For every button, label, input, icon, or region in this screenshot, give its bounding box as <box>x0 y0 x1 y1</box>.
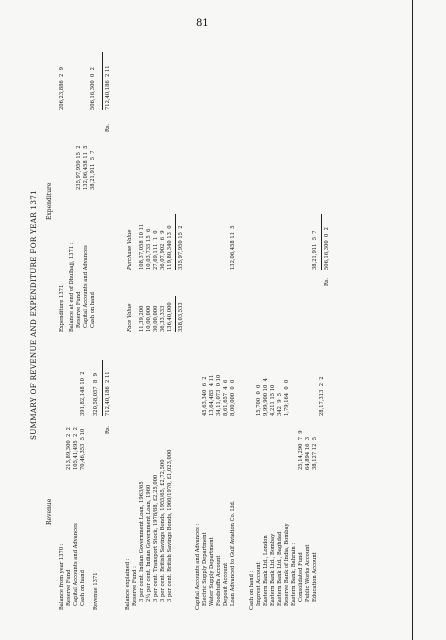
capital-item: Water Supply Department <box>209 537 215 606</box>
capital-value: 8,61,657 4 6 <box>223 379 229 416</box>
expenditure-value: 132,06,458 11 5 <box>83 145 89 190</box>
reserve-item: 3 per cent. Indian Government Loan, 1963/65 <box>139 481 145 602</box>
revenue-value: 105,41,495 2 2 <box>73 427 79 470</box>
expenditure-row: Expenditure 1371 <box>59 284 65 332</box>
page-number: 81 <box>196 18 209 29</box>
reserve-purchase: 108,37,058 10 11 <box>139 223 145 270</box>
statement-title: SUMMARY OF REVENUE AND EXPENDITURE FOR YEAR 1371 <box>29 189 38 440</box>
reserve-purchase-total: 335,97,950 15 2 <box>178 225 184 270</box>
expenditure-row: Cash on hand <box>90 292 96 328</box>
revenue-row: Capital Accounts and Advances <box>73 523 79 606</box>
reserve-item: 3 per cent. British Savings Bonds, 1955/65, £2,72,500 <box>160 459 166 602</box>
reserve-face: 36,33,333 <box>160 305 166 332</box>
face-value-heading: Face Value <box>127 303 133 332</box>
expenditure-total-label: Rs. <box>105 123 111 132</box>
purchase-value-heading: Purchase Value <box>127 229 133 270</box>
cash-value: 4,211 15 10 <box>270 384 276 416</box>
rotated-statement <box>23 30 423 630</box>
expenditure-total: 712,40,186 2 11 <box>105 65 111 110</box>
expenditure-value: 206,23,886 2 9 <box>59 67 65 110</box>
expenditure-value: 38,21,911 5 7 <box>90 150 96 190</box>
reserve-face: 136,40,000 <box>167 302 173 332</box>
expenditure-heading: Expenditure <box>46 182 53 220</box>
cash-total: 38,21,911 5 7 <box>312 230 318 270</box>
cash-item: Reserve Bank of India, Bombay <box>284 523 290 606</box>
expenditure-row: Balance at end of Dhulhajj, 1371 : <box>69 242 75 332</box>
grand-total-rule <box>321 214 322 270</box>
reserve-face-rule <box>175 296 176 332</box>
cash-item: Eastern Bank Ltd., London <box>263 535 269 606</box>
reserve-item: 2¾ per cent. Indian Government Loan, 1960 <box>146 484 152 602</box>
capital-item: Deposit Account <box>223 562 229 606</box>
cash-item: Consolidated Fund <box>298 552 304 602</box>
expenditure-subtotal: 506,16,300 0 2 <box>90 67 96 110</box>
balance-heading: Balance explained : <box>125 558 131 610</box>
cash-subtotal: 28,17,313 2 2 <box>319 376 325 416</box>
reserve-face: 11,39,200 <box>139 305 145 332</box>
capital-item: Loan Advanced to Gulf Aviation Co. Ltd. <box>230 500 236 606</box>
revenue-total: 712,40,186 2 11 <box>105 371 111 416</box>
capital-value: 8,00,000 0 0 <box>230 379 236 416</box>
revenue-row: Balance from year 1370 : <box>59 543 65 610</box>
cash-item: Public Works Account <box>305 544 311 602</box>
revenue-row: Revenue 1371 <box>93 572 99 610</box>
revenue-subtotal: 391,82,148 10 2 <box>80 371 86 416</box>
reserve-purchase: 119,80,340 13 0 <box>167 225 173 270</box>
reserve-face: 30,00,000 <box>153 305 159 332</box>
reserve-face: 10,00,000 <box>146 305 152 332</box>
cash-value: 38,127 12 5 <box>312 437 318 470</box>
cash-item: Eastern Bank Ltd., Baghdad <box>277 531 283 606</box>
revenue-heading: Revenue <box>46 498 53 525</box>
revenue-value: 320,58,057 8 9 <box>93 373 99 416</box>
grand-total-label: Rs. <box>324 277 330 286</box>
reserve-face-total: 358,03,533 <box>178 302 184 332</box>
revenue-row: Cash on hand <box>80 570 86 606</box>
reserve-purchase: 10,03,735 15 6 <box>146 228 152 270</box>
cash-item: Imprest Account <box>256 562 262 606</box>
cash-value: 1,79,164 0 0 <box>284 379 290 416</box>
cash-item: Education Account <box>312 552 318 602</box>
cash-value: 9,99,900 10 4 <box>263 378 269 416</box>
grand-total: 506,16,300 0 2 <box>324 227 330 270</box>
revenue-value: 213,89,300 2 2 <box>66 427 72 470</box>
revenue-row: Reserve Fund <box>66 569 72 606</box>
expenditure-total-rule <box>102 52 103 110</box>
cash-item: Eastern Bank Ltd., Bombay <box>270 533 276 606</box>
expenditure-value: 235,97,950 15 2 <box>76 145 82 190</box>
reserve-purchase-rule <box>175 214 176 270</box>
capital-value: 45,63,340 6 2 <box>202 376 208 416</box>
capital-value: 34,11,073 0 10 <box>216 374 222 416</box>
reserve-heading: Reserve Fund : <box>132 566 138 606</box>
revenue-total-label: Rs. <box>105 425 111 434</box>
cash-value: 15,700 0 0 <box>256 384 262 416</box>
revenue-total-rule <box>102 360 103 416</box>
reserve-item: 3 per cent. British Savings Bonds, 1960/1970, £1,023,000 <box>167 449 173 602</box>
cash-value: 25,14,290 7 9 <box>298 430 304 470</box>
cash-heading: Cash on hand : <box>249 570 255 610</box>
cash-value: 64,894 16 3 <box>305 437 311 470</box>
capital-item: Electric Supply Department <box>202 532 208 606</box>
capital-item: Foodstuffs Account <box>216 555 222 606</box>
reserve-purchase: 36,07,902 6 9 <box>160 230 166 270</box>
cash-value: 342 9 5 <box>277 392 283 416</box>
revenue-value: 70,46,353 5 10 <box>80 428 86 470</box>
expenditure-row: Capital Accounts and Advances <box>83 245 89 328</box>
reserve-item: 3 per cent. Transport Stock, 1978/88, £2,25,000 <box>153 474 159 602</box>
reserve-purchase: 27,69,111 1 0 <box>153 230 159 270</box>
capital-heading: Capital Accounts and Advances : <box>195 523 201 610</box>
capital-total: 132,06,458 11 5 <box>230 225 236 270</box>
expenditure-row: Reserve Fund <box>76 291 82 328</box>
cash-item: Eastern Bank, Bahrain : <box>291 542 297 606</box>
capital-value: 13,64,485 4 11 <box>209 374 215 416</box>
